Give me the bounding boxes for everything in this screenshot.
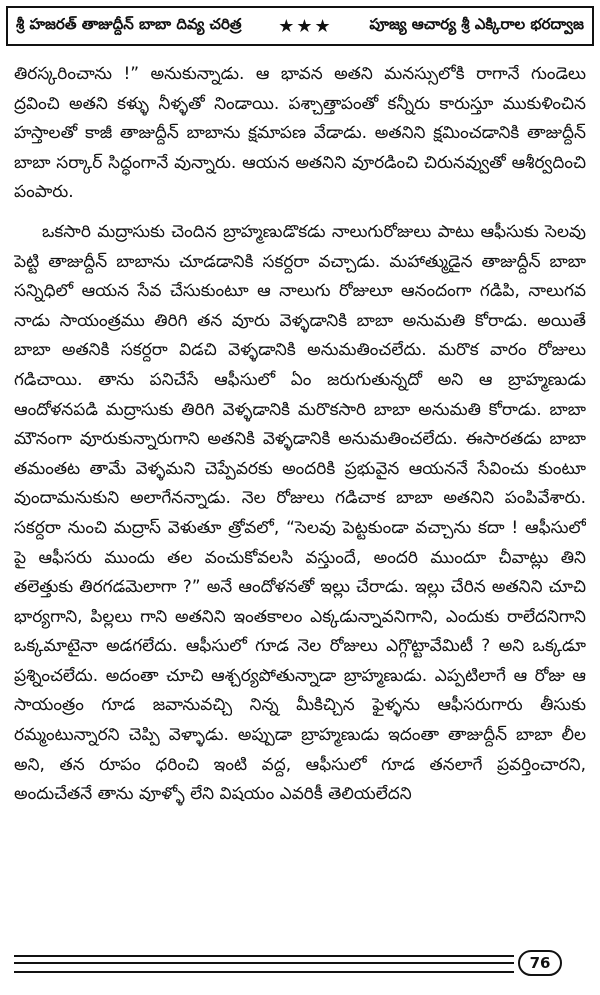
- paragraph-madras-brahmin: ఒకసారి మద్రాసుకు చెందిన బ్రాహ్మణుడొకడు నాలుగురోజులు పాటు ఆఫీసుకు సెలవు పెట్టి తాజుద్దీన్ బాబాను చూడడానికి సకర్దరా వచ్చాడు. మహాత్ముడైన తాజుద్దీన్ బాబా సన్నిధిలో ఆయన సేవ చేసుకుంటూ ఆ నాలుగు రోజులూ ఆనందంగా గడిపి, నాలుగవ నాడు సాయంత్రము తిరిగి తన వూరు వెళ్ళడానికి బాబా అనుమతి కోరాడు. అయితే బాబా అతనికి సకర్దరా విడచి వెళ్ళడానికి అనుమతించలేదు. మరొక వారం రోజులు గడిచాయి. తాను పనిచేసే ఆఫీసులో ఏం జరుగుతున్నదో అని ఆ బ్రాహ్మణుడు ఆందోళనపడి మద్రాసుకు తిరిగి వెళ్ళడానికి మరొకసారి బాబా అనుమతి కోరాడు. బాబా మౌనంగా వూరుకున్నారుగాని అతనికి వెళ్ళడానికి అనుమతించలేదు. ఈసారతడు బాబా తమంతట తామే వెళ్ళమని చెప్పేవరకు అందరికి ప్రభువైన ఆయననే సేవించు కుంటూ వుందామనుకుని అలాగేనన్నాడు. నెల రోజులు గడిచాక బాబా అతనిని పంపివేశారు. సకర్దరా నుంచి మద్రాస్ వెళుతూ త్రోవలో, “సెలవు పెట్టకుండా వచ్చాను కదా ! ఆఫీసులో పై ఆఫీసరు ముందు తల వంచుకోవలసి వస్తుందే, అందరి ముందూ చీవాట్లు తిని తలెత్తుకు తిరగడమెలాగా ?” అనే ఆందోళనతో ఇల్లు చేరాడు. ఇల్లు చేరిన అతనిని చూచి భార్యగాని, పిల్లలు గాని అతనిని ఇంతకాలం ఎక్కడున్నావనిగాని, ఎందుకు రాలేదనిగాని ఒక్కమాటైనా అడగలేదు. ఆఫీసులో గూడ నెల రోజులు ఎగ్గొట్టావేమిటీ ? అని ఒక్కడూ ప్రశ్నించలేదు. అదంతా చూచి ఆశ్చర్యపోతున్నాడా బ్రాహ్మణుడు. ఎప్పటిలాగే ఆ రోజు ఆ సాయంత్రం గూడ జవానువచ్చి నిన్న మీకిచ్చిన ఫైళ్ళను ఆఫీసరుగారు తీసుకు రమ్మంటున్నారని చెప్పి వెళ్ళాడు. అప్పుడా బ్రాహ్మణుడు ఇదంతా తాజుద్దీన్ బాబా లీల అని, తన రూపం ధరించి ఇంటి వద్ద, ఆఫీసులో గూడ తనలాగే ప్రవర్తించారని, అందుచేతనే తాను వూళ్ళో లేని విషయం ఎవరికీ తెలియలేదని: [14, 221, 586, 805]
- paragraph-continuation: తిరస్కరించాను !” అనుకున్నాడు. ఆ భావన అతని మనస్సులోకి రాగానే గుండెలు ద్రవించి అతని కళ్ళు నీళ్ళతో నిండాయి. పశ్చాత్తాపంతో కన్నీరు కారుస్తూ ముకుళించిన హస్తాలతో కాజీ తాజుద్దీన్ బాబాను క్షమాపణ వేడాడు. అతనిని క్షమించడానికి తాజుద్దీన్ బాబా సర్కార్ సిద్ధంగానే వున్నారు. ఆయన అతనిని వూరడించి చిరునవ్వుతో ఆశీర్వదించి పంపారు.: [14, 64, 586, 203]
- page-body: [14, 60, 586, 940]
- star-separator-icon: ★★★: [278, 15, 333, 37]
- footer-rule: [14, 955, 514, 973]
- author-name: పూజ్య ఆచార్య శ్రీ ఎక్కిరాల భరద్వాజ: [369, 15, 584, 33]
- book-title: శ్రీ హజరత్ తాజుద్దీన్ బాబా దివ్య చరిత్ర: [16, 15, 242, 33]
- page-header: [6, 6, 594, 46]
- page-number: 76: [518, 950, 562, 976]
